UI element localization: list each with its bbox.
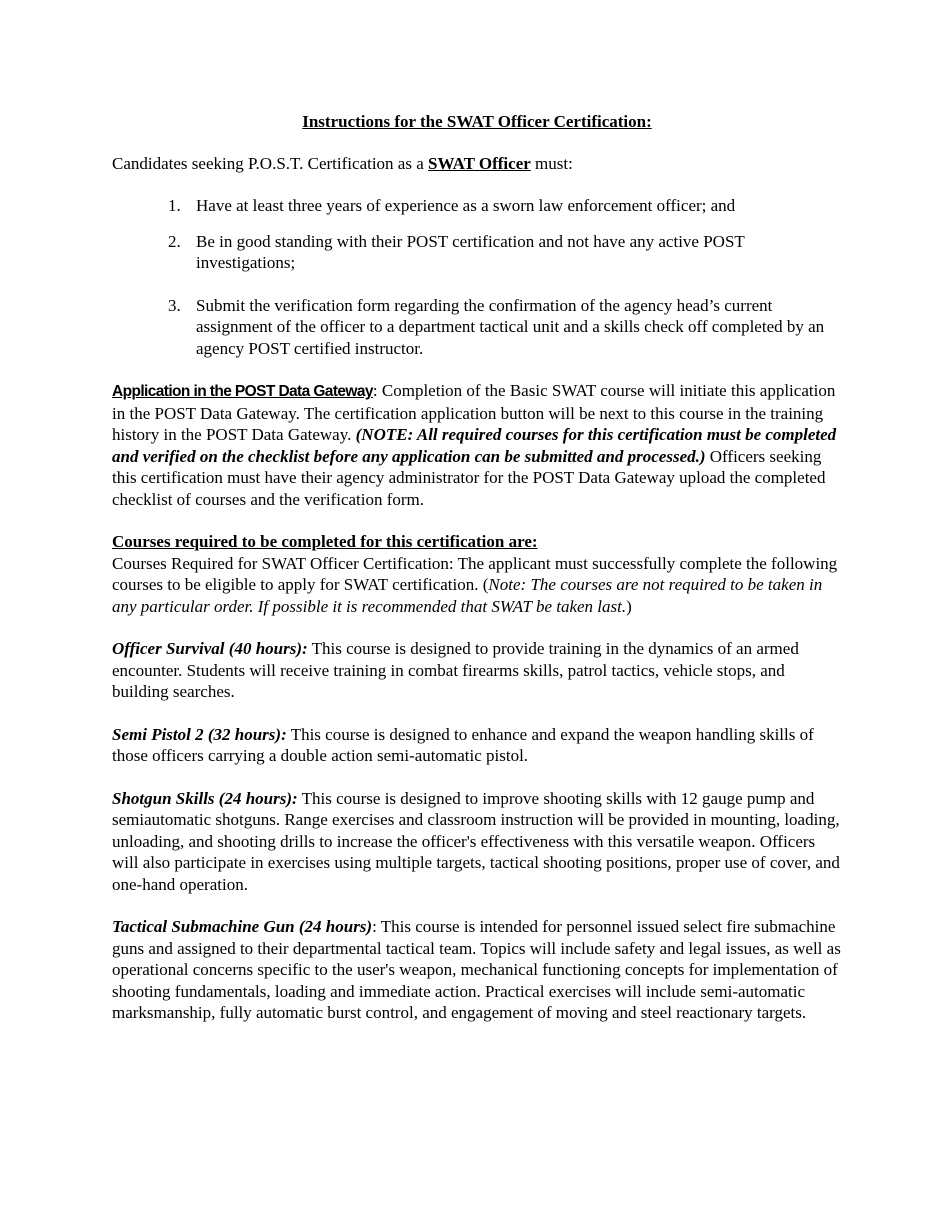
requirement-text: Submit the verification form regarding the confirmation of the agency head’s current assignment of the officer to a department tactical unit and a skills check off completed by an agency POST certified instructor. xyxy=(196,295,825,358)
requirement-number: 1. xyxy=(168,196,181,215)
intro-role: SWAT Officer xyxy=(428,153,531,173)
course-description: This course is designed to provide training in the dynamics of an armed encounter. Students will receive training in combat firearms skills, patrol tactics, vehicle stops, and building searches. xyxy=(112,639,799,701)
courses-intro-close: ) xyxy=(626,596,632,616)
requirement-text: Be in good standing with their POST certification and not have any active POST investigations; xyxy=(196,231,745,272)
course-name: Tactical Submachine Gun (24 hours) xyxy=(112,917,373,936)
course-entry xyxy=(112,638,842,703)
requirement-number: 3. xyxy=(168,295,181,315)
courses-intro-paragraph xyxy=(112,553,842,618)
course-description: This course is designed to improve shooting skills with 12 gauge pump and semiautomatic shotguns. Range exercises and classroom instruction will be provided in mounting, loading, unloading, and shooting drills to increase the officer's effectiveness with this versatile weapon. Officers will also participate in exercises using multiple targets, tactical shooting positions, proper use of cover, and one-hand operation. xyxy=(112,788,840,894)
course-entry xyxy=(112,788,842,896)
application-note: (NOTE: All required courses for this certification must be completed and verified on the checklist before any application can be submitted and processed.) xyxy=(112,425,837,466)
course-name: Officer Survival (40 hours): xyxy=(112,639,308,658)
course-description: This course is designed to enhance and expand the weapon handling skills of those officers carrying a double action semi-automatic pistol. xyxy=(112,724,814,765)
requirements-list xyxy=(112,195,842,359)
document-page xyxy=(112,111,842,1024)
intro-suffix: must: xyxy=(530,153,573,173)
requirement-item xyxy=(112,295,842,360)
application-paragraph xyxy=(112,380,842,510)
document-title: Instructions for the SWAT Officer Certification: xyxy=(302,112,652,131)
application-colon: : xyxy=(372,381,378,400)
courses-heading: Courses required to be completed for this certification are: xyxy=(112,532,538,551)
intro-prefix: Candidates seeking P.O.S.T. Certification as a xyxy=(112,153,429,173)
requirement-text: Have at least three years of experience as a sworn law enforcement officer; and xyxy=(196,196,736,215)
courses-intro-note: Note: The courses are not required to be taken in any particular order. If possible it is recommended that SWAT be taken last. xyxy=(112,575,823,616)
course-name: Shotgun Skills (24 hours): xyxy=(112,788,298,808)
course-entry xyxy=(112,724,842,767)
requirement-item xyxy=(112,195,842,217)
course-description: : This course is intended for personnel issued select fire submachine guns and assigned to their departmental tactical team. Topics will include safety and legal issues, as well as operational concerns specific to the user's weapon, mechanical functioning concepts for implementation of shooting fundamentals, loading and immediate action. Practical exercises will include semi-automatic marksmanship, fully automatic burst control, and engagement of moving and steel reactionary targets. xyxy=(112,917,841,1022)
application-text-1: Completion of the Basic SWAT course will initiate this application in the POST Data Gateway. The certification application button will be next to this course in the training history in the POST Data Gateway. xyxy=(112,381,836,444)
requirement-item xyxy=(112,231,842,274)
course-entry xyxy=(112,916,842,1024)
application-heading: Application in the POST Data Gateway xyxy=(112,383,373,400)
courses-intro-text: Courses Required for SWAT Officer Certification: The applicant must successfully complete the following courses to be eligible to apply for SWAT certification. ( xyxy=(112,553,838,594)
course-name: Semi Pistol 2 (32 hours): xyxy=(112,724,287,744)
application-text-2: Officers seeking this certification must have their agency administrator for the POST Data Gateway upload the completed checklist of courses and the verification form. xyxy=(112,446,826,509)
intro-paragraph xyxy=(112,153,842,175)
requirement-number: 2. xyxy=(168,231,181,251)
